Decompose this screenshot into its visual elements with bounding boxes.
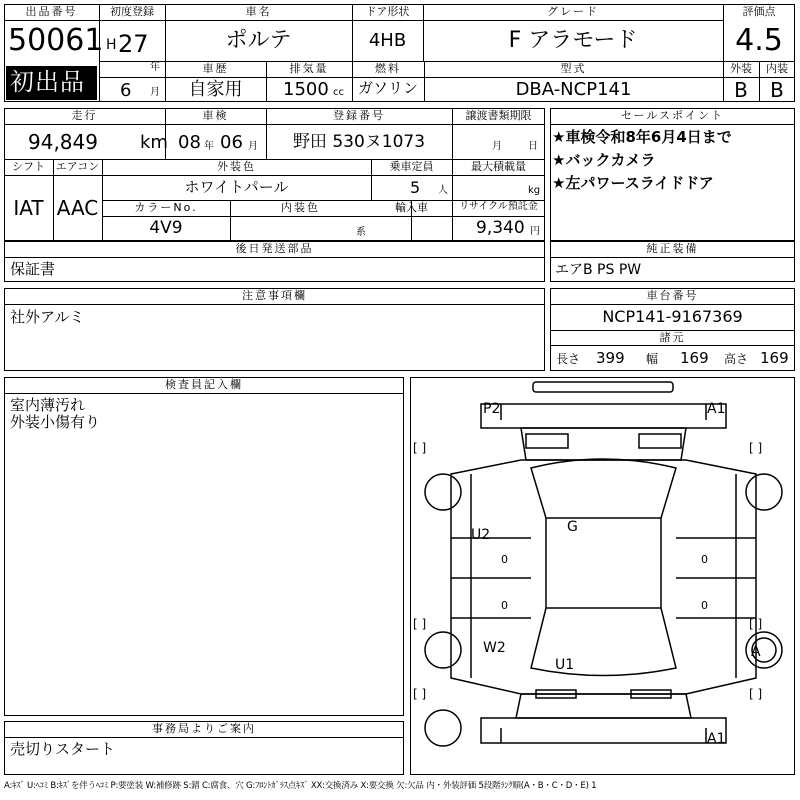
diagram-bracket: [ ] xyxy=(749,687,763,701)
width-value: 169 xyxy=(680,349,709,367)
first-reg-label: 初度登録 xyxy=(110,5,154,18)
transfer-day-unit: 日 xyxy=(528,141,538,152)
ext-color: ホワイトパール xyxy=(184,178,289,196)
door-label: ドア形状 xyxy=(365,5,410,18)
reg-month-unit: 月 xyxy=(150,87,160,98)
diagram-bracket: [ ] xyxy=(413,441,427,455)
fuel: ガソリン xyxy=(357,79,418,97)
exterior-label: 外装 xyxy=(730,62,752,75)
specs-label: 諸元 xyxy=(659,331,686,344)
damage-mark-a1-top: A1 xyxy=(707,401,726,417)
sales-point: ★車検令和8年6月4日まで xyxy=(552,128,732,146)
chassis-label: 車台番号 xyxy=(646,289,699,302)
interior-grade: B xyxy=(770,78,784,102)
inspector-note: 室内薄汚れ xyxy=(10,396,86,414)
car-name-label: 車名 xyxy=(245,5,272,18)
diagram-bracket: [ ] xyxy=(749,617,763,631)
door-type: 4HB xyxy=(368,30,407,51)
displacement: 1500 xyxy=(283,79,329,100)
capacity-unit: 人 xyxy=(438,185,448,196)
load-label: 最大積載量 xyxy=(471,160,526,173)
inspection-label: 車検 xyxy=(202,109,229,122)
shift-label: シフト xyxy=(12,160,45,173)
mileage-label: 走行 xyxy=(71,109,98,122)
ac: AAC xyxy=(56,196,99,220)
reg-month: 6 xyxy=(120,80,132,101)
length-value: 399 xyxy=(596,349,625,367)
diagram-zero: 0 xyxy=(501,599,508,612)
notes-value: 社外アルミ xyxy=(10,308,85,326)
damage-mark-w2: W2 xyxy=(483,640,506,656)
transfer-deadline-label: 譲渡書類期限 xyxy=(465,109,532,122)
office-value: 売切りスタート xyxy=(10,740,116,758)
int-color-unit: 系 xyxy=(356,227,366,238)
sales-points-label: セールスポイント xyxy=(620,109,724,122)
later-parts-label: 後日発送部品 xyxy=(235,242,314,255)
recycle-unit: 円 xyxy=(530,226,540,237)
interior-label: 内装 xyxy=(766,62,788,75)
lot-number: 50061 xyxy=(8,23,104,58)
mileage: 94,849 xyxy=(28,130,98,154)
lot-number-label: 出品番号 xyxy=(25,5,78,18)
exterior-grade: B xyxy=(734,78,748,102)
first-listing-text: 初出品 xyxy=(10,68,85,96)
height-label: 高さ xyxy=(724,352,749,366)
history: 自家用 xyxy=(188,79,243,100)
capacity: 5 xyxy=(410,178,421,197)
shift: IAT xyxy=(13,196,44,220)
width-label: 幅 xyxy=(646,352,659,366)
inspector-note: 外装小傷有り xyxy=(10,413,101,431)
mileage-unit: km xyxy=(140,132,168,153)
diagram-bracket: [ ] xyxy=(413,687,427,701)
history-label: 車歴 xyxy=(202,62,229,75)
ac-label: エアコン xyxy=(55,160,100,173)
int-color-label: 内装色 xyxy=(281,201,320,214)
diagram-zero: 0 xyxy=(701,553,708,566)
reg-year: 27 xyxy=(118,30,149,58)
damage-mark-u2: U2 xyxy=(471,527,491,543)
plate-label: 登録番号 xyxy=(333,109,385,122)
inspection-month-unit: 月 xyxy=(248,141,258,152)
load-unit: kg xyxy=(528,185,541,196)
sales-point: ★左パワースライドドア xyxy=(552,174,714,192)
score: 4.5 xyxy=(735,23,783,58)
recycle-fee: 9,340 xyxy=(476,218,525,238)
capacity-label: 乗車定員 xyxy=(389,160,434,173)
model: DBA-NCP141 xyxy=(515,79,632,100)
damage-mark-u1: U1 xyxy=(555,657,575,673)
score-label: 評価点 xyxy=(742,5,776,18)
displacement-unit: cc xyxy=(333,87,344,98)
car-damage-diagram xyxy=(410,377,795,775)
transfer-month-unit: 月 xyxy=(492,141,502,152)
diagram-bracket: [ ] xyxy=(413,617,427,631)
diagram-zero: 0 xyxy=(501,553,508,566)
inspection-month: 06 xyxy=(220,132,243,153)
inspection-year: 08 xyxy=(178,132,201,153)
legend: A:ｷｽﾞ U:ﾍｺﾐ B:ｷｽﾞを伴うﾍｺﾐ P:要塗装 W:補修跡 S:錆 C:腐食、穴 G:ﾌﾛﾝﾄｶﾞﾗｽ点ｷｽﾞ XX:交換済み X:要交換 欠:欠品 内・外装評価 5段階ﾗﾝｸ順(A・B・C・D・E) 1 xyxy=(4,781,597,791)
recycle-label: リサイクル預託金 xyxy=(459,201,538,212)
equipment-value: エアB PS PW xyxy=(555,262,642,278)
inspector-label: 検査員記入欄 xyxy=(165,378,243,391)
damage-mark-a-wheel: A xyxy=(751,644,761,660)
sales-point: ★バックカメラ xyxy=(552,151,656,169)
color-no-label: カラーNo. xyxy=(134,201,198,214)
notes-label: 注意事項欄 xyxy=(242,289,307,302)
car-name: ポルテ xyxy=(225,28,292,53)
damage-mark-g: G xyxy=(567,519,578,535)
model-label: 型式 xyxy=(560,62,587,75)
chassis-number: NCP141-9167369 xyxy=(602,307,743,326)
color-no: 4V9 xyxy=(149,218,183,238)
diagram-zero: 0 xyxy=(701,599,708,612)
import-label: 輸入車 xyxy=(395,201,428,214)
grade: F アラモード xyxy=(508,28,638,53)
displacement-label: 排気量 xyxy=(289,62,329,75)
height-value: 169 xyxy=(760,349,789,367)
inspection-year-unit: 年 xyxy=(204,141,214,152)
damage-mark-a1-bottom: A1 xyxy=(707,731,726,747)
office-label: 事務局よりご案内 xyxy=(152,722,256,735)
reg-year-unit: 年 xyxy=(150,62,160,73)
length-label: 長さ xyxy=(556,352,581,366)
era: H xyxy=(106,37,117,53)
plate-number: 野田 530ヌ1073 xyxy=(292,132,426,152)
car-outline-icon xyxy=(411,378,796,776)
damage-mark-p2: P2 xyxy=(483,401,501,417)
diagram-bracket: [ ] xyxy=(749,441,763,455)
grade-label: グレード xyxy=(547,5,599,18)
equipment-label: 純正装備 xyxy=(646,242,699,255)
fuel-label: 燃料 xyxy=(375,62,401,75)
ext-color-label: 外装色 xyxy=(217,160,256,173)
later-parts-value: 保証書 xyxy=(10,260,56,278)
